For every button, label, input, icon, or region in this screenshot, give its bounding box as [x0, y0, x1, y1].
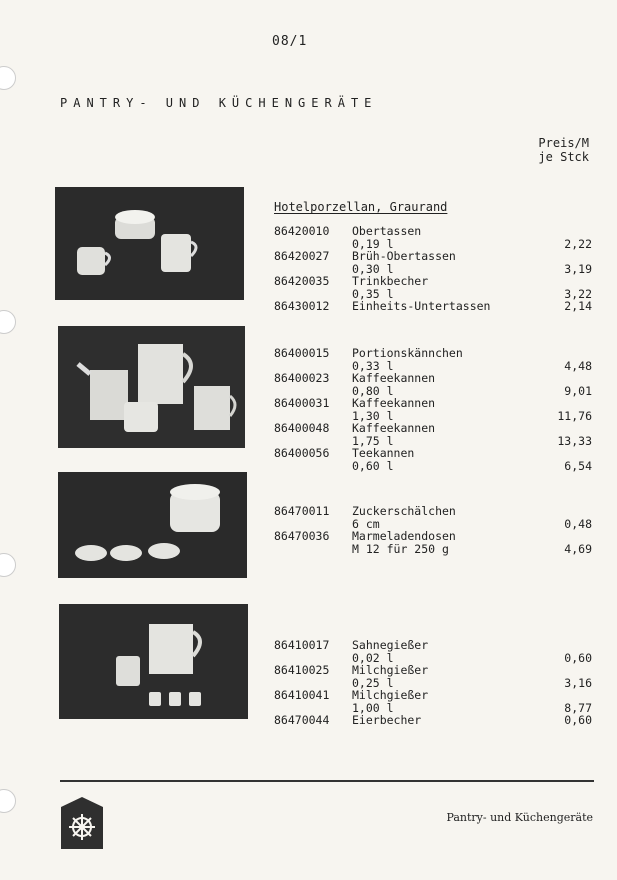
punch-hole: [0, 66, 16, 90]
article-description: Zuckerschälchen: [352, 504, 456, 518]
price-header-line2: je Stck: [538, 150, 589, 164]
article-description: 0,60 l: [352, 458, 394, 473]
punch-hole: [0, 553, 16, 577]
article-description: Kaffeekannen: [352, 396, 436, 410]
article-price: 4,48: [564, 358, 592, 373]
page-number: 08/1: [272, 34, 308, 49]
article-number: 86400056: [274, 446, 330, 460]
article-number: 86400031: [274, 396, 330, 410]
price-header: [538, 136, 589, 164]
article-description: 1,30 l: [352, 408, 394, 423]
product-photo-creamers: [59, 604, 248, 719]
ships-wheel-icon: [61, 797, 103, 849]
article-description: Eierbecher: [352, 713, 422, 727]
price-header-line1: Preis/M: [538, 136, 589, 150]
article-price: 3,16: [564, 675, 592, 690]
article-number: 86420010: [274, 224, 330, 238]
article-price: 0,48: [564, 516, 592, 531]
article-description: 1,00 l: [352, 700, 394, 715]
article-description: Portionskännchen: [352, 346, 463, 360]
article-description: 0,25 l: [352, 675, 394, 690]
article-description: Teekannen: [352, 446, 415, 460]
article-description: 0,33 l: [352, 358, 394, 373]
article-description: Kaffeekannen: [352, 421, 436, 435]
article-number: 86420027: [274, 249, 330, 263]
footer-text: Pantry- und Küchengeräte: [446, 811, 593, 824]
article-description: Brüh-Obertassen: [352, 249, 456, 263]
article-price: 0,60: [564, 650, 592, 665]
article-description: Milchgießer: [352, 663, 429, 677]
article-description: 0,19 l: [352, 236, 394, 251]
article-number: 86400023: [274, 371, 330, 385]
product-photo-sugar-bowl: [58, 472, 247, 578]
article-description: 0,80 l: [352, 383, 394, 398]
article-number: 86410025: [274, 663, 330, 677]
article-description: Sahnegießer: [352, 638, 429, 652]
article-number: 86420035: [274, 274, 330, 288]
article-price: 11,76: [557, 408, 592, 423]
article-price: 2,14: [564, 299, 592, 313]
punch-hole: [0, 789, 16, 813]
article-price: 3,22: [564, 286, 592, 301]
article-description: 6 cm: [352, 516, 380, 531]
article-description: 1,75 l: [352, 433, 394, 448]
punch-hole: [0, 310, 16, 334]
article-number: 86410041: [274, 688, 330, 702]
article-description: Einheits-Untertassen: [352, 299, 491, 313]
footer-rule: [60, 780, 594, 782]
article-description: Trinkbecher: [352, 274, 429, 288]
article-number: 86410017: [274, 638, 330, 652]
article-price: 3,19: [564, 261, 592, 276]
article-number: 86400048: [274, 421, 330, 435]
product-photo-pots: [58, 326, 245, 448]
article-price: 13,33: [557, 433, 592, 448]
article-number: 86430012: [274, 299, 330, 313]
article-description: Marmeladendosen: [352, 529, 456, 543]
article-description: M 12 für 250 g: [352, 541, 449, 556]
article-price: 9,01: [564, 383, 592, 398]
article-description: Milchgießer: [352, 688, 429, 702]
article-description: 0,02 l: [352, 650, 394, 665]
article-description: Kaffeekannen: [352, 371, 436, 385]
category-title: Hotelporzellan, Graurand: [274, 200, 448, 214]
article-price: 4,69: [564, 541, 592, 556]
article-number: 86470036: [274, 529, 330, 543]
article-description: Obertassen: [352, 224, 422, 238]
article-number: 86470011: [274, 504, 330, 518]
article-price: 2,22: [564, 236, 592, 251]
article-price: 8,77: [564, 700, 592, 715]
article-price: 0,60: [564, 713, 592, 727]
article-number: 86470044: [274, 713, 330, 727]
article-number: 86400015: [274, 346, 330, 360]
product-photo-cups: [55, 187, 244, 300]
article-description: 0,30 l: [352, 261, 394, 276]
article-price: 6,54: [564, 458, 592, 473]
article-description: 0,35 l: [352, 286, 394, 301]
section-title: PANTRY- UND KÜCHENGERÄTE: [60, 96, 378, 110]
